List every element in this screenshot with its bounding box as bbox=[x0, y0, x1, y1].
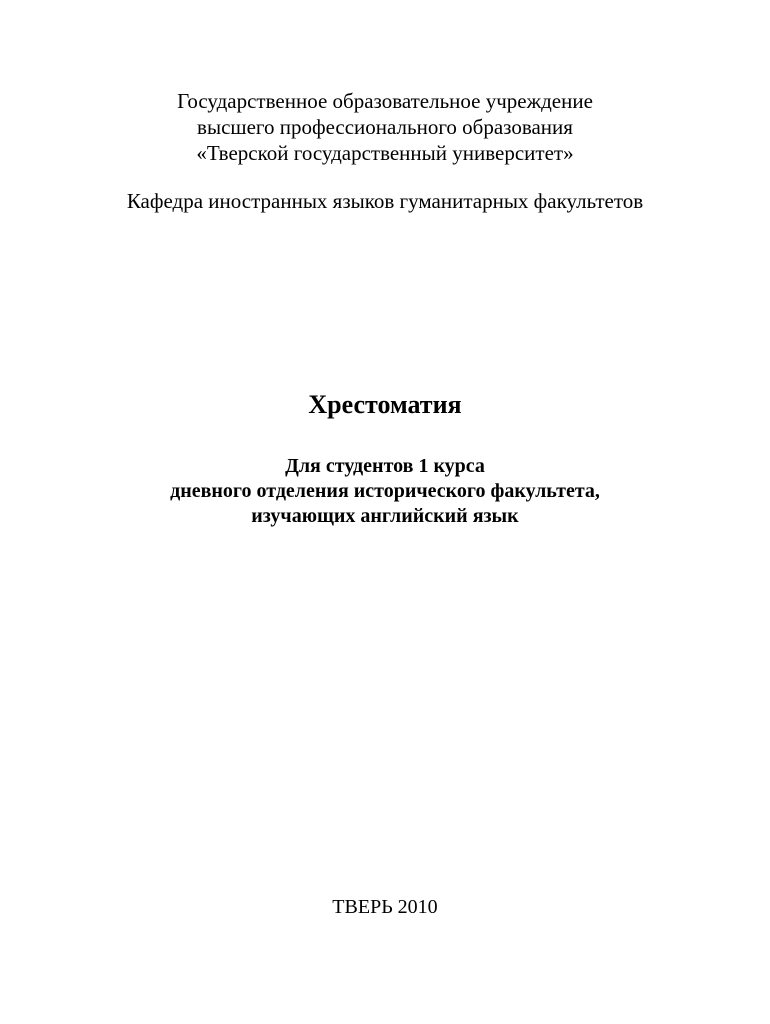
department-name: Кафедра иностранных языков гуманитарных факультетов bbox=[126, 189, 644, 213]
institution-line-1: Государственное образовательное учреждение bbox=[177, 89, 593, 113]
document-title: Хрестоматия bbox=[308, 390, 462, 419]
subtitle-line-1: Для студентов 1 курса bbox=[285, 455, 485, 477]
subtitle-line-2: дневного отделения исторического факультета, bbox=[170, 480, 600, 502]
subtitle-line-3: изучающих английский язык bbox=[251, 505, 519, 527]
institution-line-3: «Тверской государственный университет» bbox=[196, 141, 574, 165]
city-year: ТВЕРЬ 2010 bbox=[332, 896, 438, 918]
institution-line-2: высшего профессионального образования bbox=[197, 115, 573, 139]
